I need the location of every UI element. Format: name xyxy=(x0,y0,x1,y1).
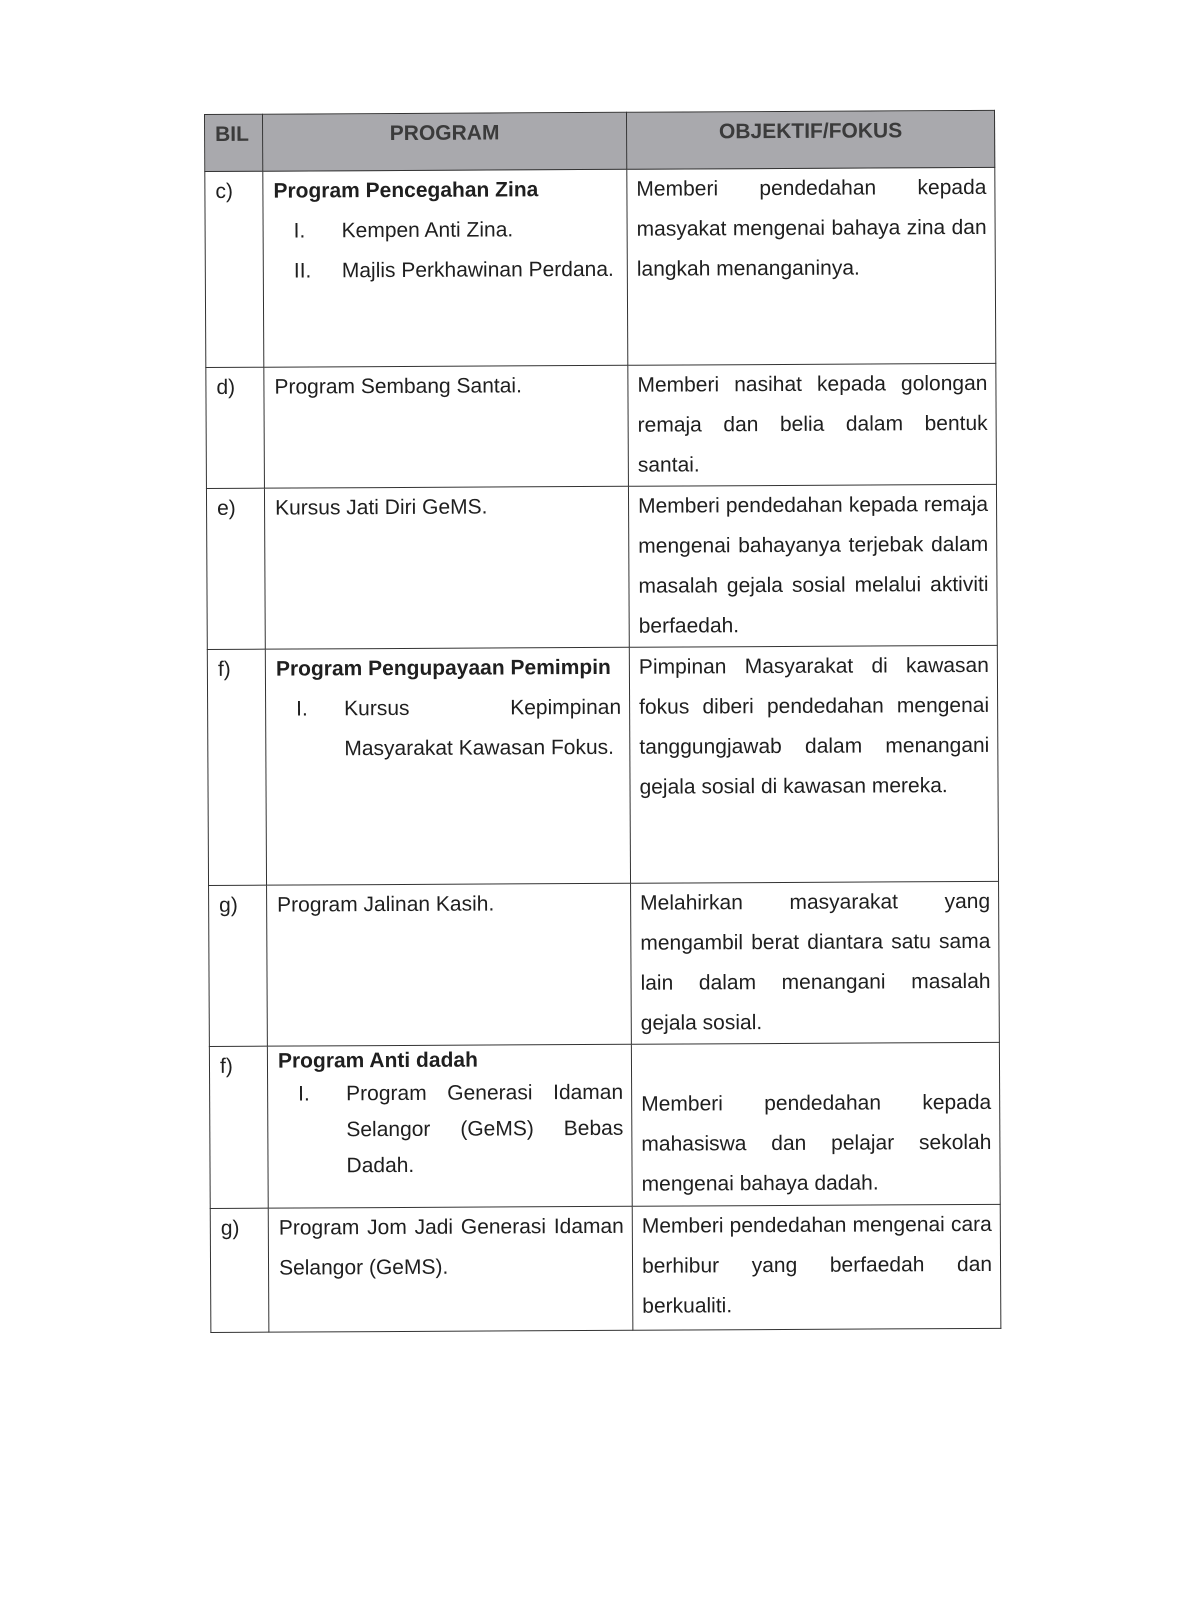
row-number: g) xyxy=(209,885,268,1046)
list-item xyxy=(274,210,619,252)
table-header-row xyxy=(205,110,995,171)
program-cell xyxy=(264,486,629,649)
row-number: d) xyxy=(206,367,265,488)
list-numeral: I. xyxy=(296,697,308,721)
list-item xyxy=(274,250,619,292)
table-row xyxy=(210,1204,1001,1332)
program-title: Program Jalinan Kasih. xyxy=(277,892,495,917)
row-number: g) xyxy=(210,1208,269,1332)
program-cell xyxy=(268,1206,633,1332)
program-sub-list xyxy=(278,1075,624,1185)
program-cell xyxy=(265,647,630,885)
table-row xyxy=(205,167,996,367)
objective-cell: Pimpinan Masyarakat di kawasan fokus diberi pendedahan mengenai tanggungjawab dalam menangani gejala sosial di kawasan mereka. xyxy=(629,645,998,883)
row-number: c) xyxy=(205,171,264,367)
column-header-bil: BIL xyxy=(205,114,263,171)
program-title: Program Sembang Santai. xyxy=(274,374,522,399)
objective-cell: Memberi pendedahan kepada masyakat mengenai bahaya zina dan langkah menanganinya. xyxy=(627,167,996,365)
row-number: e) xyxy=(206,488,265,649)
program-title: Program Anti dadah xyxy=(277,1048,478,1073)
list-item-text: Majlis Perkhawinan Perdana. xyxy=(341,257,614,283)
program-title: Kursus Jati Diri GeMS. xyxy=(275,495,488,520)
objective-cell: Memberi nasihat kepada golongan remaja dan belia dalam bentuk santai. xyxy=(628,363,997,486)
list-item-text: Kempen Anti Zina. xyxy=(341,218,514,243)
program-table xyxy=(204,110,1001,1333)
list-item-text: Program Generasi Idaman Selangor (GeMS) Bebas Dadah. xyxy=(346,1080,624,1178)
list-item-text: Kursus Kepimpinan Masyarakat Kawasan Fokus. xyxy=(344,695,622,761)
program-title: Program Pencegahan Zina xyxy=(273,178,539,203)
program-cell xyxy=(264,365,629,488)
column-header-program: PROGRAM xyxy=(263,112,627,171)
program-sub-list xyxy=(274,210,619,292)
table-row xyxy=(207,645,998,885)
program-sub-list xyxy=(276,688,621,770)
program-cell xyxy=(263,169,628,367)
objective-cell: Melahirkan masyarakat yang mengambil berat diantara satu sama lain dalam menangani masalah gejala sosial. xyxy=(631,881,1000,1044)
objective-cell: Memberi pendedahan kepada mahasiswa dan pelajar sekolah mengenai bahaya dadah. xyxy=(631,1042,1000,1206)
column-header-objective: OBJEKTIF/FOKUS xyxy=(626,110,994,169)
table-row xyxy=(206,363,997,488)
program-cell xyxy=(267,883,632,1046)
table-row xyxy=(209,881,1000,1046)
table-row xyxy=(206,484,997,649)
row-number: f) xyxy=(209,1046,268,1208)
program-title: Program Pengupayaan Pemimpin xyxy=(275,655,611,681)
list-numeral: I. xyxy=(298,1082,310,1106)
list-numeral: I. xyxy=(293,219,306,243)
list-numeral: II. xyxy=(293,259,312,283)
list-item xyxy=(278,1075,624,1185)
program-cell xyxy=(267,1044,632,1208)
table-row xyxy=(209,1042,1000,1208)
objective-cell: Memberi pendedahan mengenai cara berhibur yang berfaedah dan berkualiti. xyxy=(632,1204,1001,1330)
list-item xyxy=(276,688,621,770)
program-title: Program Jom Jadi Generasi Idaman Selangor (GeMS). xyxy=(278,1214,624,1280)
objective-cell: Memberi pendedahan kepada remaja mengenai bahayanya terjebak dalam masalah gejala sosial melalui aktiviti berfaedah. xyxy=(628,484,997,647)
row-number: f) xyxy=(207,649,266,885)
